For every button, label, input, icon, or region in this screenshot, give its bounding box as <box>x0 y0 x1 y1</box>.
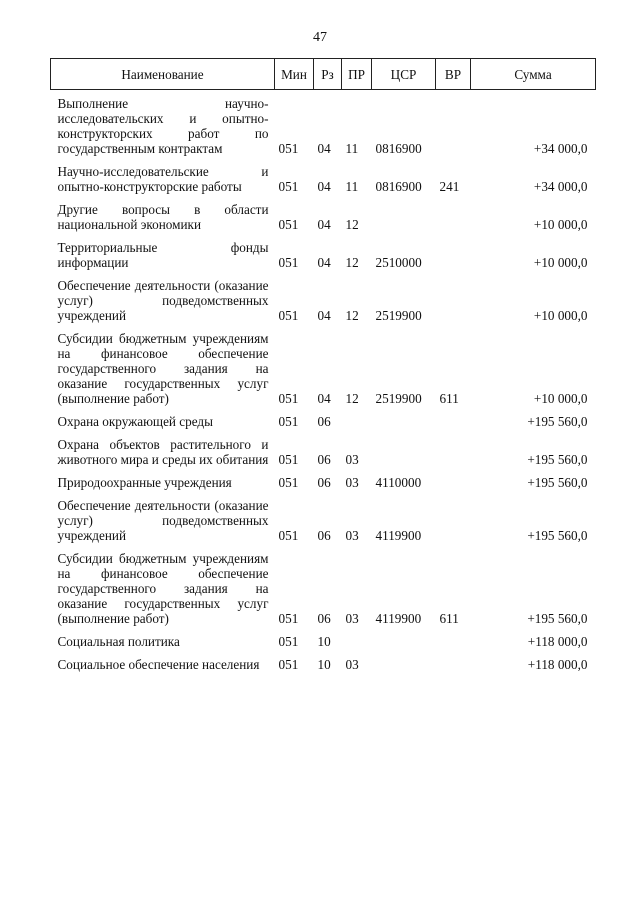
row-sum: +118 000,0 <box>527 657 588 672</box>
header-min: Мин <box>275 59 314 90</box>
row-rz: 04 <box>317 141 331 156</box>
row-min: 051 <box>278 657 299 672</box>
table-row <box>51 469 596 492</box>
row-vr: 611 <box>439 391 459 406</box>
row-name: Социальная политика <box>57 634 180 649</box>
row-rz: 04 <box>317 217 331 232</box>
table-row <box>51 651 596 674</box>
row-vr: 241 <box>439 179 460 194</box>
row-sum: +10 000,0 <box>533 308 588 323</box>
row-name: Субсидии бюджетным учреждениям на финансовое обеспечение государственного задания на оказание государственных услуг (выполнение работ) <box>57 551 269 626</box>
row-csr: 4119900 <box>375 611 422 626</box>
row-vr <box>436 431 471 469</box>
table-header-row <box>51 59 596 90</box>
row-name: Другие вопросы в области национальной экономики <box>57 202 269 232</box>
row-vr <box>436 628 471 651</box>
row-pr: 03 <box>345 475 359 490</box>
table-row <box>51 492 596 545</box>
row-name: Научно-исследовательские и опытно-конструкторские работы <box>57 164 269 194</box>
row-min: 051 <box>278 611 299 626</box>
row-name: Субсидии бюджетным учреждениям на финансовое обеспечение государственного задания на оказание государственных услуг (выполнение работ) <box>57 331 269 406</box>
table-row <box>51 234 596 272</box>
row-min: 051 <box>278 217 299 232</box>
row-rz: 04 <box>317 179 331 194</box>
table-row <box>51 90 596 159</box>
row-sum: +10 000,0 <box>533 217 588 232</box>
row-min: 051 <box>278 391 299 406</box>
row-min: 051 <box>278 141 299 156</box>
table-row <box>51 431 596 469</box>
row-pr: 11 <box>345 141 359 156</box>
row-pr: 03 <box>345 528 359 543</box>
row-csr: 4119900 <box>375 528 422 543</box>
row-name: Выполнение научно-исследовательских и опытно-конструкторских работ по государственным контрактам <box>57 96 269 156</box>
row-sum: +34 000,0 <box>533 179 588 194</box>
row-rz: 04 <box>317 308 331 323</box>
row-pr: 12 <box>345 308 359 323</box>
row-sum: +34 000,0 <box>533 141 588 156</box>
row-vr <box>436 408 471 431</box>
header-vr: ВР <box>436 59 471 90</box>
row-pr: 11 <box>345 179 359 194</box>
row-vr <box>436 272 471 325</box>
row-vr <box>436 196 471 234</box>
row-min: 051 <box>278 414 299 429</box>
row-pr: 03 <box>345 657 359 672</box>
row-pr: 12 <box>345 255 359 270</box>
row-csr <box>372 651 436 674</box>
row-min: 051 <box>278 475 299 490</box>
row-vr <box>436 90 471 159</box>
row-vr <box>436 469 471 492</box>
row-sum: +195 560,0 <box>527 528 588 543</box>
row-name: Территориальные фонды информации <box>57 240 269 270</box>
row-csr <box>372 408 436 431</box>
row-sum: +195 560,0 <box>527 611 588 626</box>
row-rz: 06 <box>317 452 331 467</box>
row-csr: 2510000 <box>375 255 422 270</box>
row-pr: 12 <box>345 391 359 406</box>
row-rz: 10 <box>317 634 331 649</box>
row-pr <box>342 408 372 431</box>
row-name: Обеспечение деятельности (оказание услуг) подведомственных учреждений <box>57 498 269 543</box>
row-name: Обеспечение деятельности (оказание услуг) подведомственных учреждений <box>57 278 269 323</box>
row-csr <box>372 628 436 651</box>
header-pr: ПР <box>342 59 372 90</box>
row-name: Охрана объектов растительного и животного мира и среды их обитания <box>57 437 269 467</box>
row-rz: 06 <box>317 528 331 543</box>
row-rz: 04 <box>317 255 331 270</box>
row-csr: 4110000 <box>375 475 422 490</box>
row-name: Охрана окружающей среды <box>57 414 213 429</box>
row-rz: 06 <box>317 611 331 626</box>
row-min: 051 <box>278 179 299 194</box>
row-vr: 611 <box>439 611 459 626</box>
table-row <box>51 196 596 234</box>
row-min: 051 <box>278 308 299 323</box>
row-sum: +195 560,0 <box>527 414 588 429</box>
row-name: Социальное обеспечение населения <box>57 657 260 672</box>
row-vr <box>436 234 471 272</box>
row-min: 051 <box>278 452 299 467</box>
row-rz: 10 <box>317 657 331 672</box>
table-row <box>51 408 596 431</box>
row-sum: +118 000,0 <box>527 634 588 649</box>
table-row <box>51 158 596 196</box>
row-pr <box>342 628 372 651</box>
table-row <box>51 628 596 651</box>
row-pr: 03 <box>345 452 359 467</box>
row-name: Природоохранные учреждения <box>57 475 232 490</box>
header-csr: ЦСР <box>372 59 436 90</box>
row-min: 051 <box>278 255 299 270</box>
row-vr <box>436 492 471 545</box>
row-csr: 0816900 <box>375 179 422 194</box>
table-row <box>51 272 596 325</box>
row-vr <box>436 651 471 674</box>
row-sum: +10 000,0 <box>533 391 588 406</box>
row-csr: 2519900 <box>375 391 422 406</box>
row-sum: +195 560,0 <box>527 452 588 467</box>
row-pr: 03 <box>345 611 359 626</box>
header-name: Наименование <box>51 59 275 90</box>
row-min: 051 <box>278 634 299 649</box>
row-rz: 06 <box>317 475 331 490</box>
budget-table <box>50 58 596 674</box>
row-csr <box>372 431 436 469</box>
row-csr: 0816900 <box>375 141 422 156</box>
row-rz: 04 <box>317 391 331 406</box>
row-sum: +10 000,0 <box>533 255 588 270</box>
page-number: 47 <box>313 30 327 45</box>
row-min: 051 <box>278 528 299 543</box>
row-csr <box>372 196 436 234</box>
header-sum: Сумма <box>471 59 596 90</box>
row-sum: +195 560,0 <box>527 475 588 490</box>
table-row <box>51 545 596 628</box>
header-rz: Рз <box>314 59 342 90</box>
table-row <box>51 325 596 408</box>
row-csr: 2519900 <box>375 308 422 323</box>
row-rz: 06 <box>317 414 331 429</box>
row-pr: 12 <box>345 217 359 232</box>
